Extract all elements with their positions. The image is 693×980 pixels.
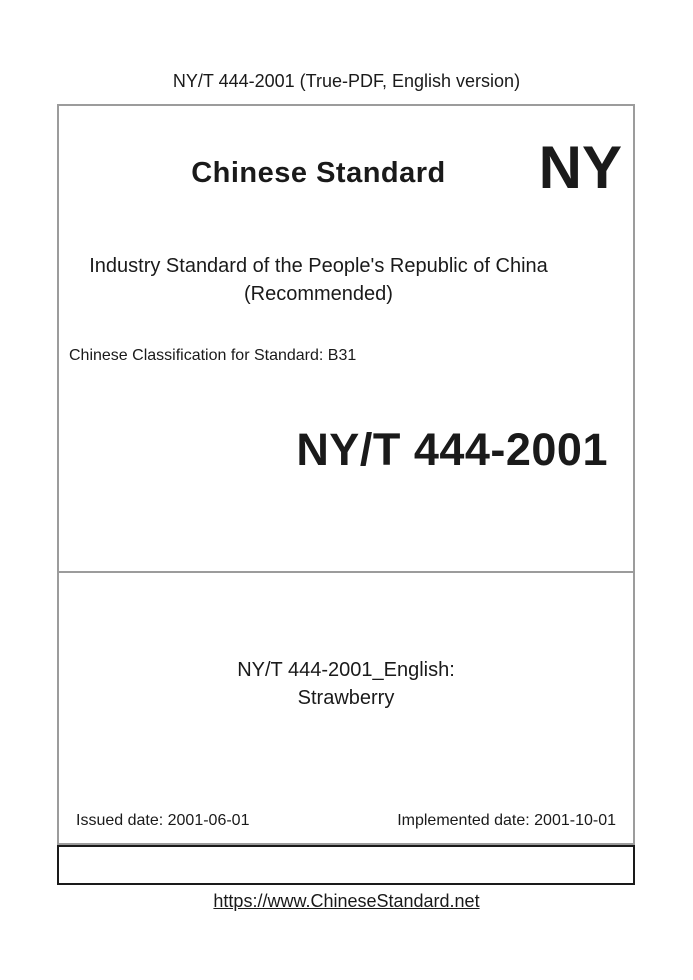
english-title-line2: Strawberry — [297, 687, 395, 709]
page-header-title: NY/T 444-2001 (True-PDF, English version) — [172, 71, 521, 91]
standard-code: NY/T 444-2001 — [296, 424, 608, 475]
issued-date: Issued date: 2001-06-01 — [76, 812, 250, 829]
dates-row — [59, 811, 633, 831]
page-footer — [0, 891, 693, 912]
section-divider — [59, 571, 633, 573]
footer-link[interactable]: https://www.ChineseStandard.net — [213, 891, 480, 911]
ny-logo: NY — [538, 134, 622, 201]
empty-bottom-box — [57, 845, 635, 885]
subtitle-line1: Industry Standard of the People's Republic of China — [89, 255, 548, 277]
english-title-line1: NY/T 444-2001_English: — [237, 659, 455, 681]
title-row — [59, 134, 633, 204]
cover-title: Chinese Standard — [191, 157, 446, 189]
subtitle-line2: (Recommended) — [244, 283, 393, 305]
cover-box — [57, 104, 635, 845]
implemented-date: Implemented date: 2001-10-01 — [397, 812, 616, 829]
subtitle-block — [59, 252, 578, 308]
english-title-block — [59, 656, 633, 712]
classification-text: Chinese Classification for Standard: B31 — [69, 347, 357, 364]
